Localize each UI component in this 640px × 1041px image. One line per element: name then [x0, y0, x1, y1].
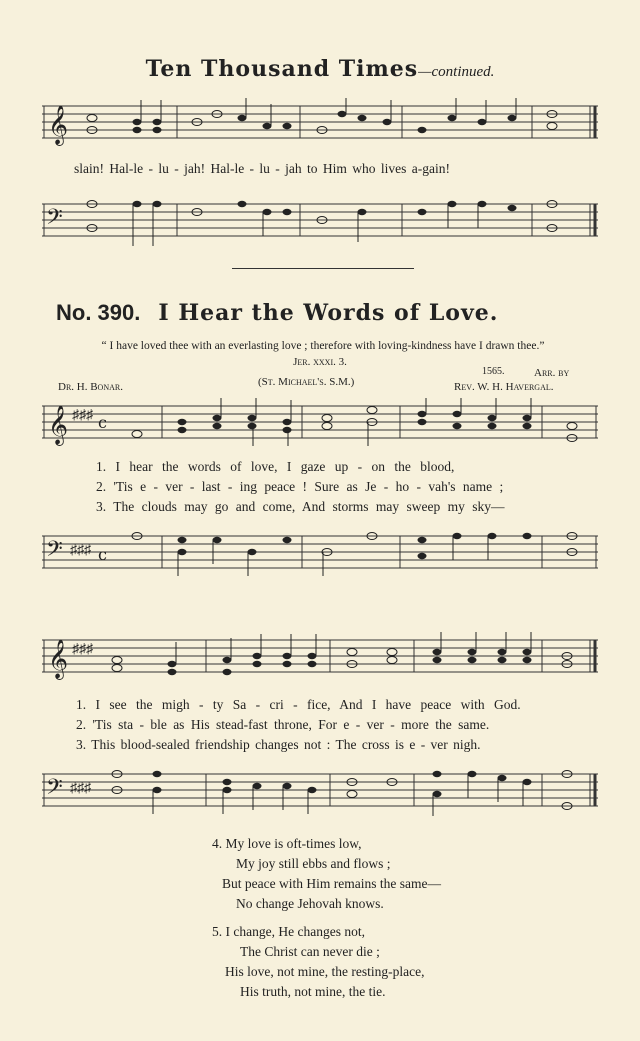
svg-text:♯♯♯: ♯♯♯	[72, 408, 93, 423]
system1-lyric-2: 2. 'Tis e - ver - last - ing peace ! Sure as Je - ho - vah's name ;	[96, 479, 504, 494]
page-header	[0, 56, 640, 82]
system1-treble-staff	[42, 398, 598, 448]
svg-text:♯♯♯: ♯♯♯	[72, 642, 93, 657]
system1-bass-staff	[42, 528, 598, 578]
svg-text:𝄞: 𝄞	[48, 105, 69, 145]
arranger-line1: Arr. by	[534, 367, 570, 379]
arranger-line2: Rev. W. H. Havergal.	[454, 381, 554, 393]
svg-text:𝄢: 𝄢	[46, 205, 63, 235]
system2-lyrics	[76, 695, 521, 755]
svg-text:c: c	[98, 413, 107, 432]
header-title: Ten Thousand Times	[145, 56, 419, 82]
header-continued: —continued.	[418, 64, 495, 80]
system2-lyric-3: 3. This blood-sealed friendship changes not : The cross is e - ver nigh.	[76, 737, 481, 752]
section-divider	[232, 268, 414, 269]
arranger-year: 1565.	[482, 366, 505, 377]
system1-lyric-1: 1. I hear the words of love, I gaze up - on the blood,	[96, 459, 455, 474]
system2-bass-staff	[42, 766, 598, 816]
hymn-title: I Hear the Words of Love.	[158, 300, 499, 326]
verse-5-line-3: His love, not mine, the resting-place,	[225, 964, 425, 979]
verse-5-line-2: The Christ can never die ;	[240, 944, 380, 959]
system2-treble-staff	[42, 632, 598, 682]
svg-text:♯♯♯: ♯♯♯	[70, 543, 91, 558]
system2-lyric-2: 2. 'Tis sta - ble as His stead-fast throne, For e - ver - more the same.	[76, 717, 490, 732]
svg-text:𝄢: 𝄢	[46, 537, 63, 567]
svg-text:𝄞: 𝄞	[48, 405, 69, 445]
verse-5-line-4: His truth, not mine, the tie.	[240, 984, 386, 999]
verse-5	[212, 922, 424, 1002]
system1-lyric-3: 3. The clouds may go and come, And storms may sweep my sky—	[96, 499, 505, 514]
hymn-heading	[56, 300, 498, 326]
verse-4-line-3: But peace with Him remains the same—	[222, 876, 441, 891]
verse-4-line-2: My joy still ebbs and flows ;	[236, 856, 391, 871]
top-lyric: slain! Hal-le - lu - jah! Hal-le - lu - jah to Him who lives a-gain!	[74, 161, 451, 176]
verse-4-line-4: No change Jehovah knows.	[236, 896, 384, 911]
system2-lyric-1: 1. I see the migh - ty Sa - cri - fice, And I have peace with God.	[76, 697, 521, 712]
system1-lyrics	[96, 457, 504, 517]
svg-text:c: c	[98, 545, 107, 564]
verse-4-line-1: 4. My love is oft-times low,	[212, 836, 362, 851]
epigraph: “ I have loved thee with an everlasting love ; therefore with loving-kindness have I drawn thee.”	[101, 340, 545, 352]
verse-4	[212, 834, 441, 914]
author-credit: Dr. H. Bonar.	[58, 381, 123, 393]
hymn-number: No. 390.	[56, 300, 141, 325]
scripture-reference: Jer. xxxi. 3.	[293, 356, 347, 368]
top-bass-staff	[42, 196, 598, 246]
svg-text:♯♯♯: ♯♯♯	[70, 781, 91, 796]
svg-text:𝄞: 𝄞	[48, 639, 69, 679]
verse-5-line-1: 5. I change, He changes not,	[212, 924, 365, 939]
top-treble-staff	[42, 98, 598, 148]
svg-text:𝄢: 𝄢	[46, 775, 63, 805]
tune-name: (St. Michael's. S.M.)	[258, 376, 355, 388]
